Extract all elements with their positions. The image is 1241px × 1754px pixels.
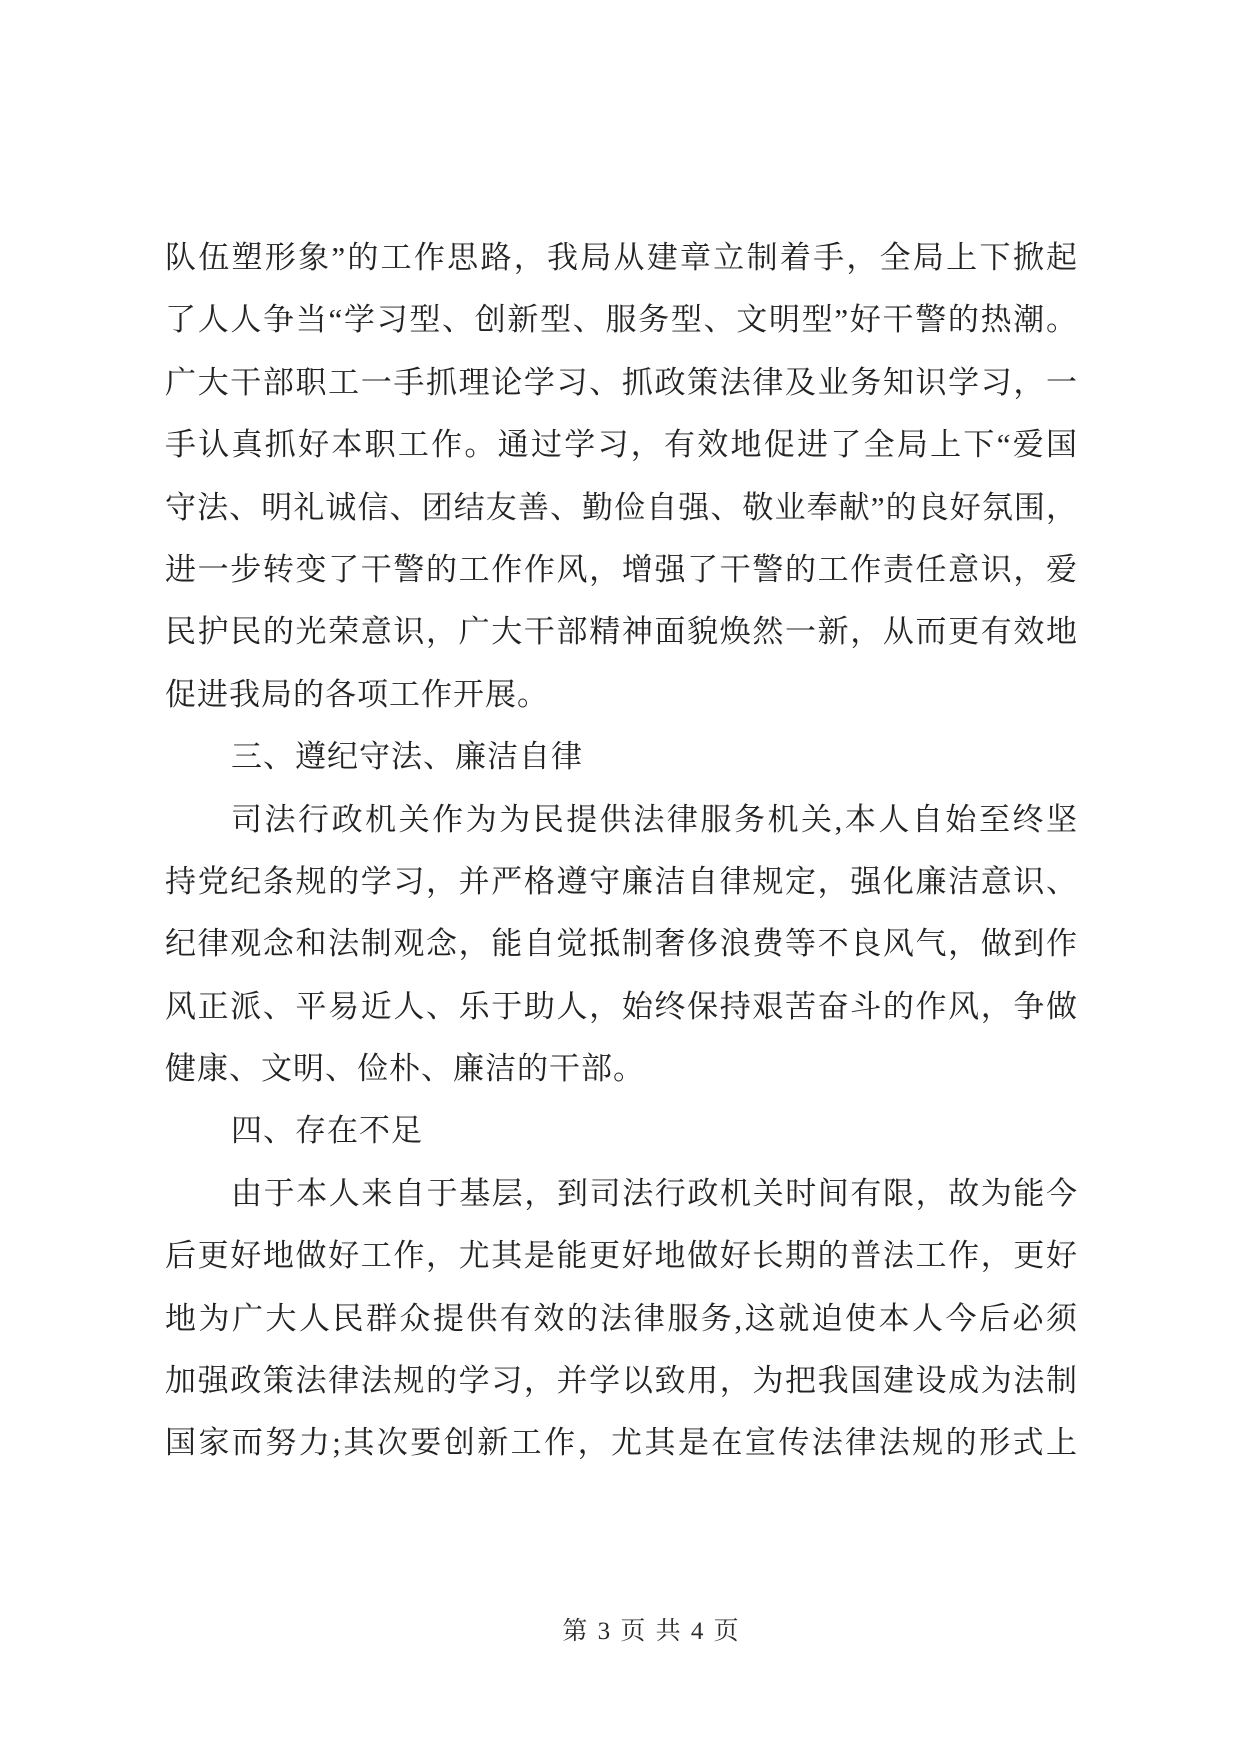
text-line: 守法、明礼诚信、团结友善、勤俭自强、敬业奉献”的良好氛围， xyxy=(165,489,1078,525)
section-heading-4: 四、存在不足 xyxy=(231,1113,423,1149)
text-line: 促进我局的各项工作开展。 xyxy=(165,676,549,712)
text-line: 地为广大人民群众提供有效的法律服务,这就迫使本人今后必须 xyxy=(165,1300,1078,1336)
text-line: 广大干部职工一手抓理论学习、抓政策法律及业务知识学习，一 xyxy=(165,364,1078,400)
document-page xyxy=(165,227,1078,1475)
page-footer xyxy=(195,1612,1108,1652)
text-line: 司法行政机关作为为民提供法律服务机关,本人自始至终坚 xyxy=(231,801,1078,837)
text-line: 风正派、平易近人、乐于助人，始终保持艰苦奋斗的作风，争做 xyxy=(165,988,1078,1024)
text-line: 后更好地做好工作，尤其是能更好地做好长期的普法工作，更好 xyxy=(165,1238,1078,1274)
text-line: 了人人争当“学习型、创新型、服务型、文明型”好干警的热潮。 xyxy=(165,302,1078,338)
text-line: 纪律观念和法制观念，能自觉抵制奢侈浪费等不良风气，做到作 xyxy=(165,926,1078,962)
text-line: 由于本人来自于基层，到司法行政机关时间有限，故为能今 xyxy=(231,1175,1078,1211)
text-line: 手认真抓好本职工作。通过学习，有效地促进了全局上下“爱国 xyxy=(165,427,1078,463)
paragraph xyxy=(165,789,1078,1101)
paragraph xyxy=(165,227,1078,726)
text-line: 健康、文明、俭朴、廉洁的干部。 xyxy=(165,1051,645,1087)
text-line: 加强政策法律法规的学习，并学以致用，为把我国建设成为法制 xyxy=(165,1363,1078,1399)
text-line: 进一步转变了干警的工作作风，增强了干警的工作责任意识，爱 xyxy=(165,551,1078,587)
text-line: 国家而努力;其次要创新工作，尤其是在宣传法律法规的形式上 xyxy=(165,1425,1078,1461)
text-line: 持党纪条规的学习，并严格遵守廉洁自律规定，强化廉洁意识、 xyxy=(165,863,1078,899)
section-heading-3: 三、遵纪守法、廉洁自律 xyxy=(231,739,583,775)
page-number: 第 3 页 共 4 页 xyxy=(562,1618,741,1645)
text-line: 民护民的光荣意识，广大干部精神面貌焕然一新，从而更有效地 xyxy=(165,614,1078,650)
text-line: 队伍塑形象”的工作思路，我局从建章立制着手，全局上下掀起 xyxy=(165,240,1078,275)
paragraph xyxy=(165,1163,1078,1475)
